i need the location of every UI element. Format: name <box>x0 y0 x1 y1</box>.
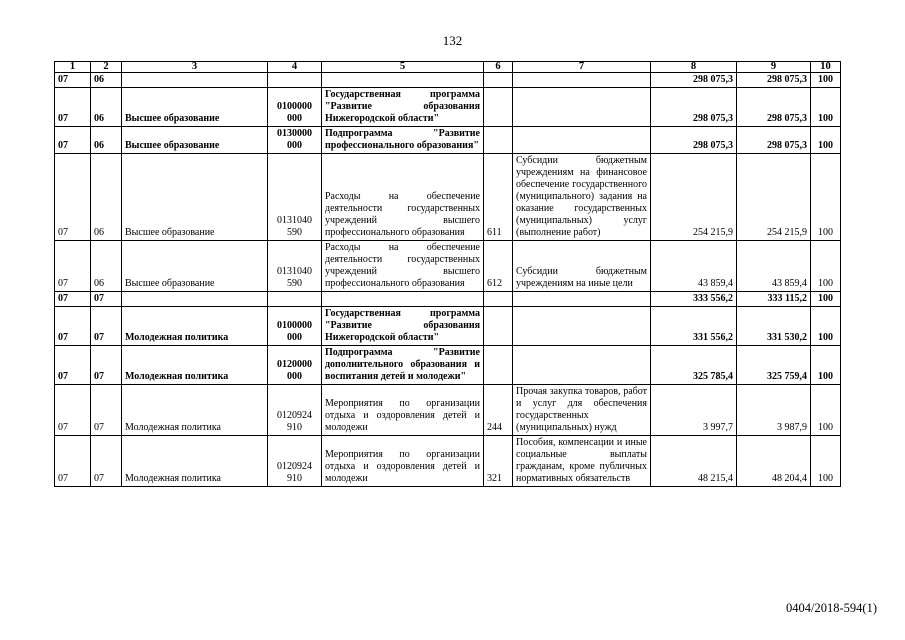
percent-executed-cell: 100 <box>811 292 841 307</box>
expense-type-name-cell <box>513 73 651 88</box>
section-name-cell: Высшее образование <box>122 88 268 127</box>
section-name-cell: Молодежная политика <box>122 346 268 385</box>
expense-type-name-cell <box>513 127 651 154</box>
percent-executed-cell: 100 <box>811 127 841 154</box>
expense-type-name-cell <box>513 307 651 346</box>
percent-executed-cell: 100 <box>811 241 841 292</box>
budget-table <box>54 61 841 487</box>
expense-type-code-cell <box>484 73 513 88</box>
amount-planned-cell: 298 075,3 <box>651 88 737 127</box>
amount-executed-cell: 298 075,3 <box>737 73 811 88</box>
target-article-name-cell: Мероприятия по организации отдыха и оздоровления детей и молодежи <box>322 436 484 487</box>
expense-type-code-cell <box>484 292 513 307</box>
section-code-cell: 07 <box>55 436 91 487</box>
target-article-name-cell <box>322 73 484 88</box>
header-cell-8: 8 <box>651 62 737 73</box>
target-article-name-cell: Государственная программа "Развитие образования Нижегородской области" <box>322 88 484 127</box>
expense-type-name-cell: Субсидии бюджетным учреждениям на финансовое обеспечение государственного (муниципального) задания на оказание государственных (муниципальных) услуг (выполнение работ) <box>513 154 651 241</box>
target-article-code-cell: 0120924 910 <box>268 385 322 436</box>
target-article-name-cell: Подпрограмма "Развитие профессионального образования" <box>322 127 484 154</box>
header-cell-2: 2 <box>91 62 122 73</box>
table-header-row <box>55 62 841 73</box>
percent-executed-cell: 100 <box>811 385 841 436</box>
subsection-code-cell: 07 <box>91 436 122 487</box>
expense-type-name-cell: Прочая закупка товаров, работ и услуг для обеспечения государственных (муниципальных) нужд <box>513 385 651 436</box>
subsection-code-cell: 06 <box>91 154 122 241</box>
target-article-code-cell: 0120924 910 <box>268 436 322 487</box>
table-row <box>55 385 841 436</box>
amount-planned-cell: 298 075,3 <box>651 127 737 154</box>
section-name-cell <box>122 292 268 307</box>
percent-executed-cell: 100 <box>811 88 841 127</box>
amount-executed-cell: 333 115,2 <box>737 292 811 307</box>
amount-executed-cell: 298 075,3 <box>737 127 811 154</box>
table-row <box>55 88 841 127</box>
section-code-cell: 07 <box>55 307 91 346</box>
target-article-name-cell: Мероприятия по организации отдыха и оздоровления детей и молодежи <box>322 385 484 436</box>
amount-executed-cell: 254 215,9 <box>737 154 811 241</box>
target-article-code-cell: 0130000 000 <box>268 127 322 154</box>
table-row <box>55 73 841 88</box>
header-cell-1: 1 <box>55 62 91 73</box>
section-code-cell: 07 <box>55 127 91 154</box>
percent-executed-cell: 100 <box>811 346 841 385</box>
section-code-cell: 07 <box>55 292 91 307</box>
percent-executed-cell: 100 <box>811 307 841 346</box>
target-article-code-cell: 0120000 000 <box>268 346 322 385</box>
amount-executed-cell: 325 759,4 <box>737 346 811 385</box>
amount-executed-cell: 3 987,9 <box>737 385 811 436</box>
expense-type-name-cell: Субсидии бюджетным учреждениям на иные цели <box>513 241 651 292</box>
expense-type-code-cell: 321 <box>484 436 513 487</box>
target-article-name-cell <box>322 292 484 307</box>
target-article-code-cell: 0131040 590 <box>268 241 322 292</box>
section-code-cell: 07 <box>55 241 91 292</box>
expense-type-name-cell: Пособия, компенсации и иные социальные выплаты гражданам, кроме публичных нормативных обязательств <box>513 436 651 487</box>
header-cell-5: 5 <box>322 62 484 73</box>
table-body <box>55 73 841 487</box>
document-code: 0404/2018-594(1) <box>786 601 877 615</box>
subsection-code-cell: 07 <box>91 385 122 436</box>
expense-type-code-cell: 611 <box>484 154 513 241</box>
amount-planned-cell: 3 997,7 <box>651 385 737 436</box>
target-article-name-cell: Подпрограмма "Развитие дополнительного образования и воспитания детей и молодежи" <box>322 346 484 385</box>
amount-planned-cell: 325 785,4 <box>651 346 737 385</box>
target-article-name-cell: Расходы на обеспечение деятельности государственных учреждений высшего профессионального образования <box>322 241 484 292</box>
header-cell-7: 7 <box>513 62 651 73</box>
subsection-code-cell: 06 <box>91 127 122 154</box>
target-article-name-cell: Государственная программа "Развитие образования Нижегородской области" <box>322 307 484 346</box>
expense-type-code-cell <box>484 307 513 346</box>
subsection-code-cell: 07 <box>91 307 122 346</box>
amount-planned-cell: 333 556,2 <box>651 292 737 307</box>
expense-type-name-cell <box>513 346 651 385</box>
subsection-code-cell: 06 <box>91 241 122 292</box>
expense-type-name-cell <box>513 292 651 307</box>
table-row <box>55 154 841 241</box>
amount-planned-cell: 43 859,4 <box>651 241 737 292</box>
percent-executed-cell: 100 <box>811 73 841 88</box>
target-article-code-cell <box>268 292 322 307</box>
header-cell-10: 10 <box>811 62 841 73</box>
subsection-code-cell: 07 <box>91 346 122 385</box>
target-article-code-cell <box>268 73 322 88</box>
section-code-cell: 07 <box>55 154 91 241</box>
table-row <box>55 436 841 487</box>
expense-type-code-cell <box>484 346 513 385</box>
amount-executed-cell: 43 859,4 <box>737 241 811 292</box>
expense-type-code-cell: 612 <box>484 241 513 292</box>
header-cell-9: 9 <box>737 62 811 73</box>
percent-executed-cell: 100 <box>811 436 841 487</box>
header-cell-3: 3 <box>122 62 268 73</box>
table-row <box>55 292 841 307</box>
expense-type-name-cell <box>513 88 651 127</box>
expense-type-code-cell <box>484 88 513 127</box>
target-article-code-cell: 0100000 000 <box>268 307 322 346</box>
target-article-name-cell: Расходы на обеспечение деятельности государственных учреждений высшего профессионального образования <box>322 154 484 241</box>
amount-executed-cell: 48 204,4 <box>737 436 811 487</box>
subsection-code-cell: 07 <box>91 292 122 307</box>
section-name-cell <box>122 73 268 88</box>
percent-executed-cell: 100 <box>811 154 841 241</box>
section-code-cell: 07 <box>55 385 91 436</box>
amount-executed-cell: 298 075,3 <box>737 88 811 127</box>
subsection-code-cell: 06 <box>91 73 122 88</box>
expense-type-code-cell: 244 <box>484 385 513 436</box>
section-name-cell: Молодежная политика <box>122 436 268 487</box>
table-row <box>55 127 841 154</box>
table-row <box>55 241 841 292</box>
table-row <box>55 307 841 346</box>
section-name-cell: Молодежная политика <box>122 307 268 346</box>
section-code-cell: 07 <box>55 88 91 127</box>
section-code-cell: 07 <box>55 346 91 385</box>
header-cell-6: 6 <box>484 62 513 73</box>
section-name-cell: Молодежная политика <box>122 385 268 436</box>
subsection-code-cell: 06 <box>91 88 122 127</box>
page-number: 132 <box>442 33 463 48</box>
section-name-cell: Высшее образование <box>122 127 268 154</box>
amount-executed-cell: 331 530,2 <box>737 307 811 346</box>
table-row <box>55 346 841 385</box>
target-article-code-cell: 0131040 590 <box>268 154 322 241</box>
amount-planned-cell: 331 556,2 <box>651 307 737 346</box>
section-name-cell: Высшее образование <box>122 241 268 292</box>
amount-planned-cell: 254 215,9 <box>651 154 737 241</box>
expense-type-code-cell <box>484 127 513 154</box>
amount-planned-cell: 48 215,4 <box>651 436 737 487</box>
amount-planned-cell: 298 075,3 <box>651 73 737 88</box>
section-name-cell: Высшее образование <box>122 154 268 241</box>
header-cell-4: 4 <box>268 62 322 73</box>
target-article-code-cell: 0100000 000 <box>268 88 322 127</box>
section-code-cell: 07 <box>55 73 91 88</box>
